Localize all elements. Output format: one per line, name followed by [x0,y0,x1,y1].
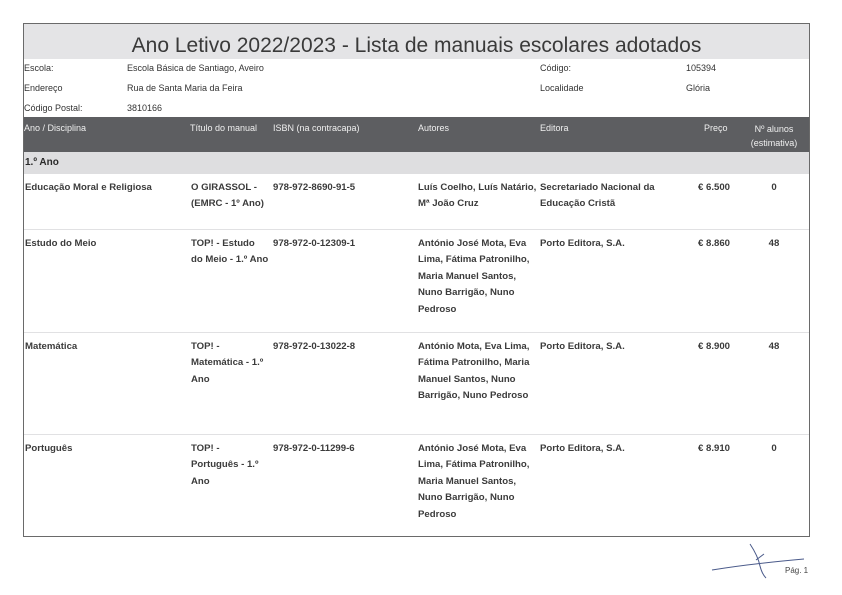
row-disciplina: Matemática [25,341,78,352]
row-disciplina: Estudo do Meio [25,238,97,249]
row-autores: António José Mota, Eva Lima, Fátima Patronilho, Maria Manuel Santos, Nuno Barrigão, Nuno Pedroso [418,443,530,520]
row-isbn: 978-972-0-12309-1 [273,238,356,249]
escola-value: Escola Básica de Santiago, Aveiro [127,63,264,73]
col-titulo: Título do manual [190,123,258,133]
row-autores: António José Mota, Eva Lima, Fátima Patronilho, Maria Manuel Santos, Nuno Barrigão, Nuno Pedroso [418,238,530,315]
row-disciplina: Educação Moral e Religiosa [25,182,152,193]
row-editora: Secretariado Nacional da Educação Cristã [540,182,655,210]
table-row [24,435,809,537]
row-preco: € 8.910 [697,443,730,454]
info-row-endereco [24,79,809,99]
row-preco: € 6.500 [697,182,730,193]
localidade-label: Localidade [540,83,584,93]
document-frame [23,23,810,537]
row-disciplina: Português [25,443,73,454]
endereco-value: Rua de Santa Maria da Feira [127,83,243,93]
row-titulo: O GIRASSOL - (EMRC - 1º Ano) [191,182,264,210]
localidade-value: Glória [686,83,711,93]
info-row-postal [24,99,809,117]
col-preco: Preço [704,123,728,133]
endereco-label: Endereço [24,83,63,93]
document-title: Ano Letivo 2022/2023 - Lista de manuais escolares adotados [24,24,809,59]
codigo-label: Código: [540,63,572,73]
row-isbn: 978-972-0-11299-6 [273,443,355,454]
row-editora: Porto Editora, S.A. [540,443,625,454]
row-alunos: 0 [771,443,777,454]
row-alunos: 48 [768,341,780,352]
row-autores: António Mota, Eva Lima, Fátima Patronilho, Maria Manuel Santos, Nuno Barrigão, Nuno Pedroso [418,341,530,402]
table-row [24,230,809,333]
postal-value: 3810166 [127,103,163,113]
page-number: Pág. 1 [785,566,809,575]
postal-label: Código Postal: [24,103,83,113]
codigo-value: 105394 [686,63,717,73]
section-header: 1.º Ano [24,152,809,174]
row-preco: € 8.860 [697,238,730,249]
table-row [24,333,809,435]
table-row [24,174,809,230]
signature-mark [708,538,808,583]
col-alunos-line2: (estimativa) [750,138,798,148]
row-editora: Porto Editora, S.A. [540,238,625,249]
table-header [24,117,809,152]
row-titulo: TOP! - Matemática - 1.º Ano [191,341,264,385]
escola-label: Escola: [24,63,54,73]
row-titulo: TOP! - Português - 1.º Ano [191,443,259,487]
col-autores: Autores [418,123,450,133]
col-alunos [744,122,804,150]
row-preco: € 8.900 [697,341,730,352]
row-autores: Luís Coelho, Luís Natário, Mª João Cruz [418,182,537,210]
row-isbn: 978-972-8690-91-5 [273,182,356,193]
col-isbn: ISBN (na contracapa) [273,123,360,133]
info-row-escola [24,59,809,79]
row-alunos: 0 [771,182,777,193]
row-titulo: TOP! - Estudo do Meio - 1.º Ano [191,238,269,266]
col-alunos-line1: Nº alunos [754,124,794,134]
col-disciplina: Ano / Disciplina [24,123,87,133]
col-editora: Editora [540,123,569,133]
row-editora: Porto Editora, S.A. [540,341,625,352]
row-isbn: 978-972-0-13022-8 [273,341,356,352]
row-alunos: 48 [768,238,780,249]
